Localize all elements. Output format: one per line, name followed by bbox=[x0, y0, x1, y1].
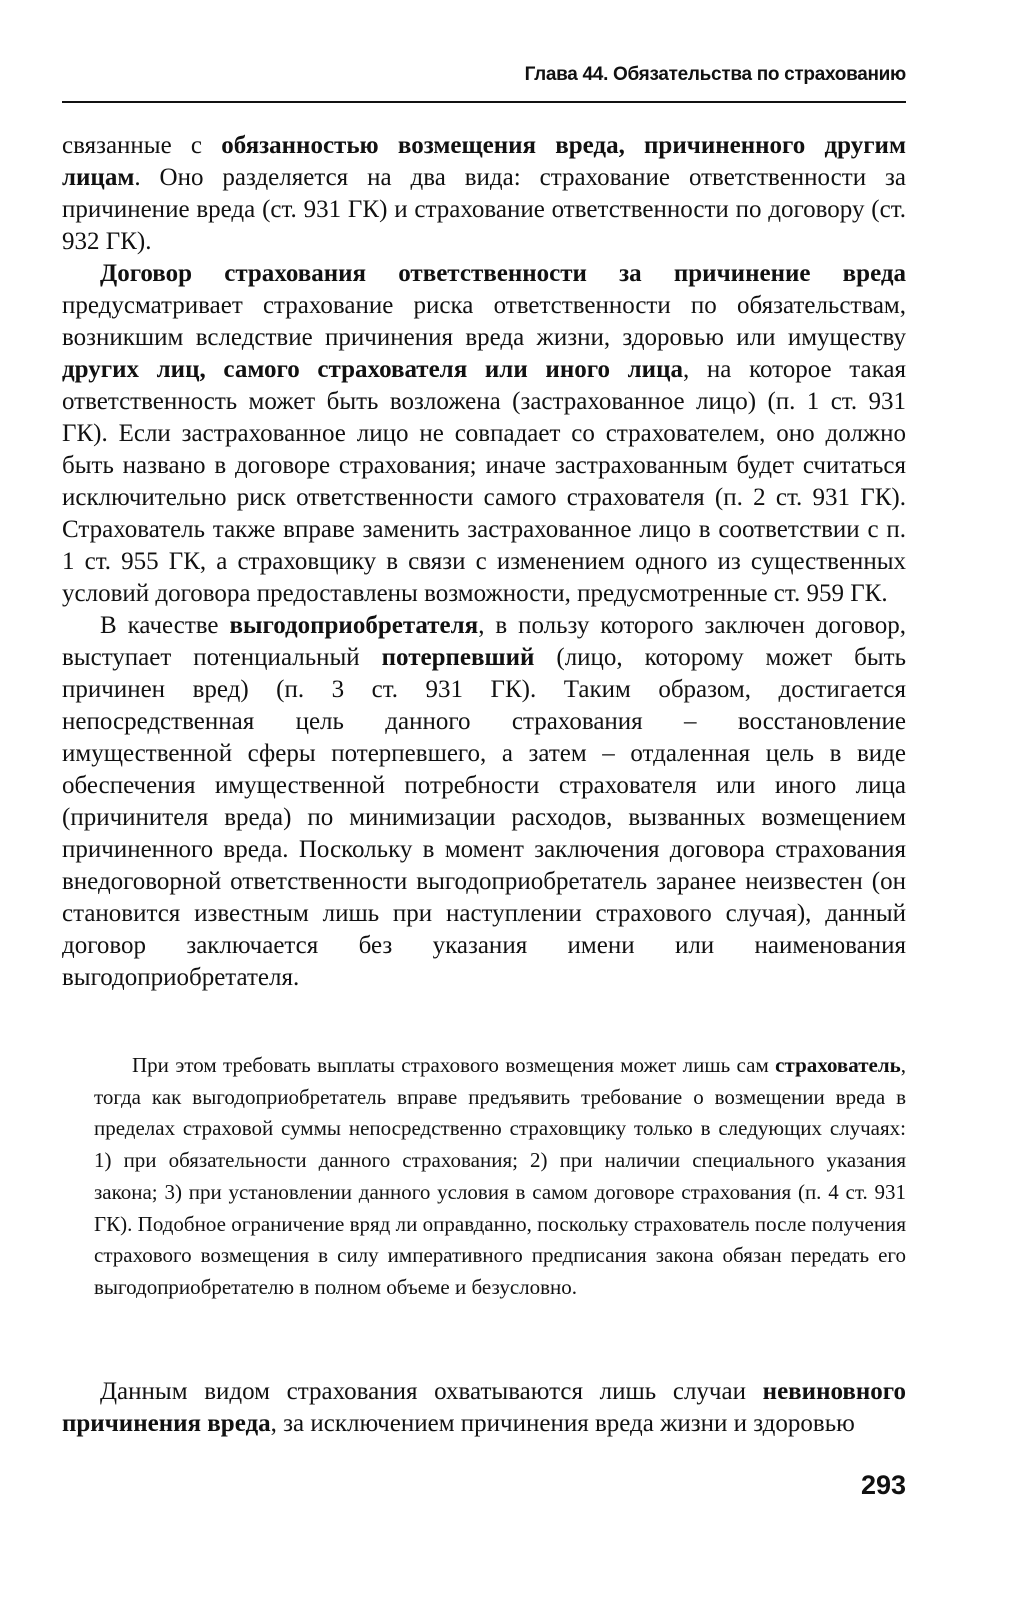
text-run: предусматривает страхование риска ответственности по обязательствам, возникшим вследствие причинения вреда жизни, здоровью или имуществу bbox=[62, 292, 906, 351]
commentary-paragraph bbox=[94, 1050, 906, 1304]
bold-term: обязанностью возмещения вреда, причиненного другим лицам bbox=[62, 132, 906, 191]
commentary-block bbox=[94, 1050, 906, 1304]
bold-term: выгодоприобретателя bbox=[229, 612, 479, 639]
text-run: При этом требовать выплаты страхового возмещения может лишь сам bbox=[132, 1053, 776, 1077]
text-run: В качестве bbox=[100, 612, 230, 639]
bold-term: других лиц, самого страхователя или иного лица bbox=[62, 356, 683, 383]
text-run: Данным видом страхования охватываются лишь случаи bbox=[100, 1378, 763, 1405]
text-run: (лицо, которому может быть причинен вред) (п. 3 ст. 931 ГК). Таким образом, достигается непосредственная цель данного страхования – восстановление имущественной сферы потерпевшего, а затем – отдаленная цель в виде обеспечения имущественной потребности страхователя или иного лица (причинителя вреда) по минимизации расходов, вызванных возмещением причиненного вреда. Поскольку в момент заключения договора страхования внедоговорной ответственности выгодоприобретатель заранее неизвестен (он становится известным лишь при наступлении страхового случая), данный договор заключается без указания имени или наименования выгодоприобретателя. bbox=[62, 644, 906, 991]
main-text bbox=[62, 130, 906, 994]
continuation-text bbox=[62, 1376, 906, 1440]
bold-term: потерпевший bbox=[381, 644, 535, 671]
running-header bbox=[62, 64, 906, 86]
text-run: . Оно разделяется на два вида: страхование ответственности за причинение вреда (ст. 931 ГК) и страхование ответственности по договору (ст. 932 ГК). bbox=[62, 164, 906, 255]
text-run: , в пользу которого заключен договор, выступает потенциальный bbox=[62, 612, 906, 671]
bold-term: страхователь bbox=[775, 1053, 901, 1077]
paragraph-1 bbox=[62, 130, 906, 258]
text-run: , за исключением причинения вреда жизни и здоровью bbox=[270, 1410, 855, 1437]
text-run: , тогда как выгодоприобретатель вправе предъявить требование о возмещении вреда в пределах страховой суммы непосредственно страховщику только в следующих случаях: 1) при обязательности данного страхования; 2) при наличии специального указания закона; 3) при установлении данного условия в самом договоре страхования (п. 4 ст. 931 ГК). Подобное ограничение вряд ли оправданно, поскольку страхователь после получения страхового возмещения в силу императивного предписания закона обязан передать его выгодоприобретателю в полном объеме и безусловно. bbox=[94, 1053, 906, 1299]
text-run: , на которое такая ответственность может быть возложена (застрахованное лицо) (п. 1 ст. 931 ГК). Если застрахованное лицо не совпадает со страхователем, оно должно быть названо в договоре страхования; иначе застрахованным будет считаться исключительно риск ответственности самого страхователя (п. 2 ст. 931 ГК). Страхователь также вправе заменить застрахованное лицо в соответствии с п. 1 ст. 955 ГК, а страховщику в связи с изменением одного из существенных условий договора предоставлены возможности, предусмотренные ст. 959 ГК. bbox=[62, 356, 906, 607]
text-run: связанные с bbox=[62, 132, 222, 159]
page-number: 293 bbox=[860, 1470, 906, 1500]
paragraph-2 bbox=[62, 258, 906, 610]
paragraph-4 bbox=[62, 1376, 906, 1440]
bold-term: невиновного причинения вреда bbox=[62, 1378, 906, 1437]
bold-term: Договор страхования ответственности за причинение вреда bbox=[100, 260, 906, 287]
chapter-title: Глава 44. Обязательства по страхованию bbox=[524, 64, 906, 85]
header-rule bbox=[62, 101, 906, 103]
paragraph-3 bbox=[62, 610, 906, 994]
